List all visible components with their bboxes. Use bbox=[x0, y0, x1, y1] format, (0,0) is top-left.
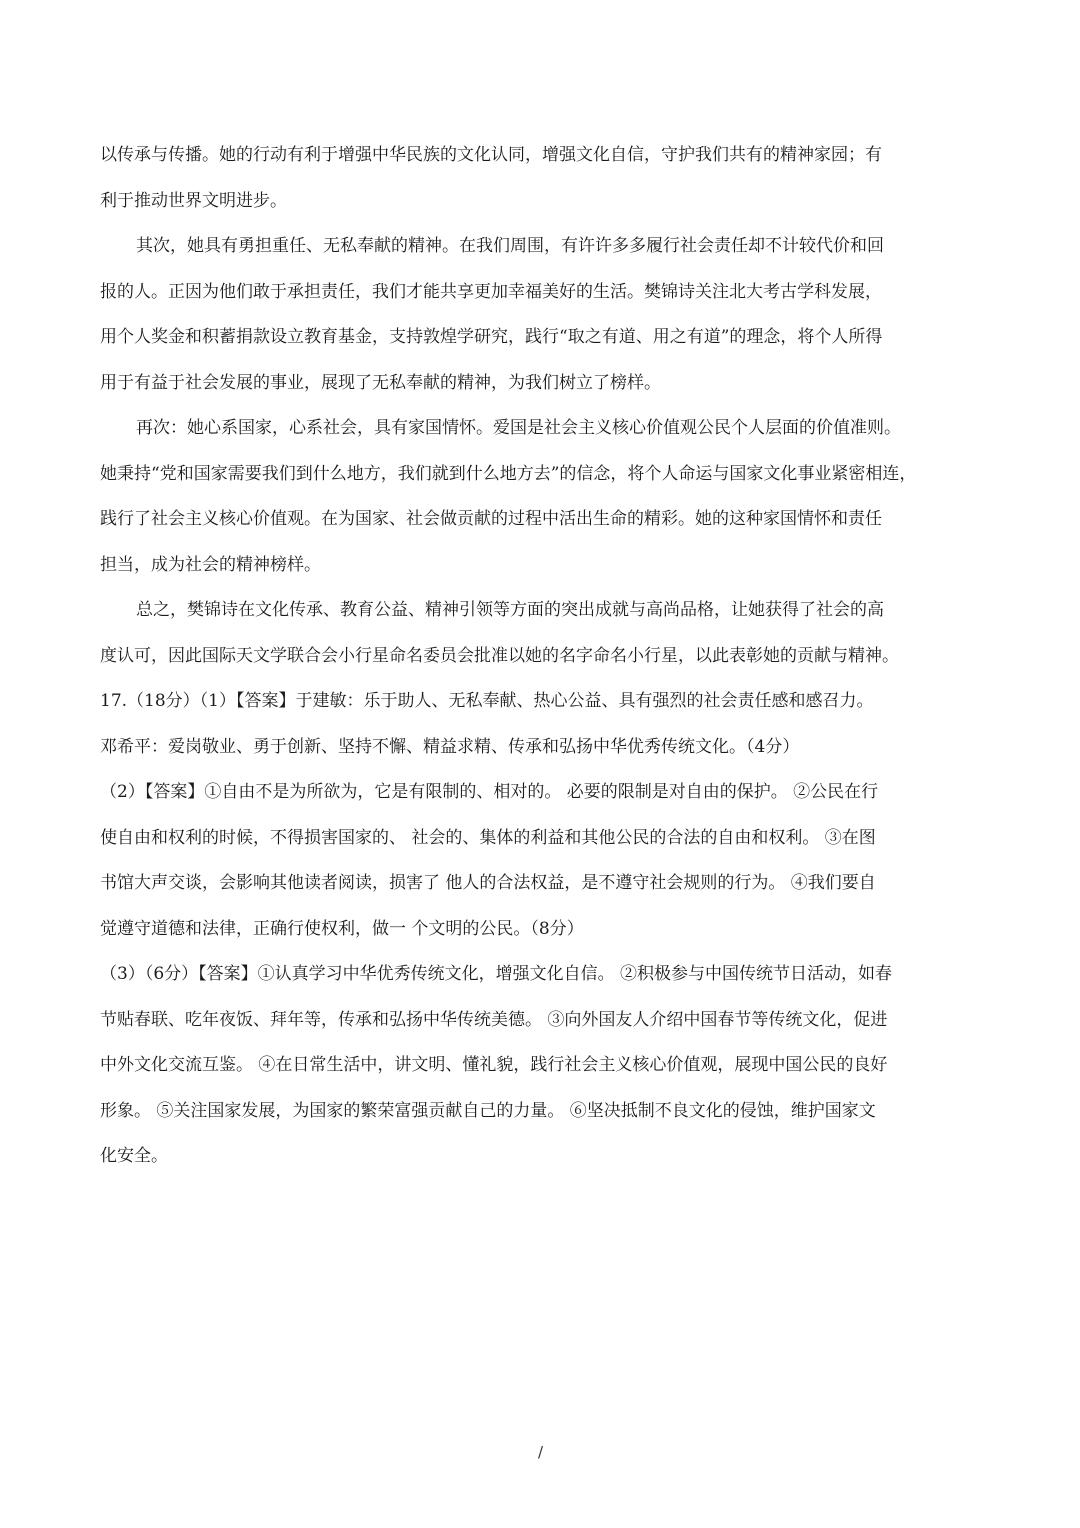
text-line: 用个人奖金和积蓄捐款设立教育基金，支持敦煌学研究，践行“取之有道、用之有道”的理念，将个人所得 bbox=[100, 327, 883, 347]
text-line: 践行了社会主义核心价值观。在为国家、社会做贡献的过程中活出生命的精彩。她的这种家国情怀和责任 bbox=[100, 509, 882, 529]
text-line: 中外文化交流互鉴。 ④在日常生活中，讲文明、懂礼貌，践行社会主义核心价值观，展现中国公民的良好 bbox=[100, 1055, 888, 1075]
text-line: 担当，成为社会的精神榜样。 bbox=[100, 554, 321, 575]
text-line: 觉遵守道德和法律，正确行使权利，做一 个文明的公民。（8分） bbox=[100, 918, 584, 939]
document-body bbox=[100, 137, 1000, 1184]
text-line: 使自由和权利的时候，不得损害国家的、 社会的、集体的利益和其他公民的合法的自由和权利。 ③在图 bbox=[100, 827, 876, 848]
text-line: 度认可，因此国际天文学联合会小行星命名委员会批准以她的名字命名小行星，以此表彰她的贡献与精神。 bbox=[100, 645, 899, 666]
text-line: 化安全。 bbox=[100, 1146, 168, 1166]
question-answer-line: （3）（6分）【答案】①认真学习中华优秀传统文化，增强文化自信。 ②积极参与中国传统节日活动，如春 bbox=[100, 964, 893, 984]
text-line: 节贴春联、吃年夜饭、拜年等，传承和弘扬中华传统美德。 ③向外国友人介绍中国春节等传统文化，促进 bbox=[100, 1009, 888, 1030]
text-line: 用于有益于社会发展的事业，展现了无私奉献的精神，为我们树立了榜样。 bbox=[100, 372, 661, 393]
text-line: 利于推动世界文明进步。 bbox=[100, 190, 287, 211]
paragraph-start-line: 再次：她心系国家，心系社会，具有家国情怀。爱国是社会主义核心价值观公民个人层面的价值准则。 bbox=[136, 418, 901, 438]
text-line: 书馆大声交谈，会影响其他读者阅读，损害了 他人的合法权益，是不遵守社会规则的行为。 ④我们要自 bbox=[100, 873, 876, 893]
text-line: 形象。 ⑤关注国家发展，为国家的繁荣富强贡献自己的力量。 ⑥坚决抵制不良文化的侵蚀，维护国家文 bbox=[100, 1100, 876, 1121]
text-line: 邓希平：爱岗敬业、勇于创新、坚持不懈、精益求精、传承和弘扬中华优秀传统文化。（4分） bbox=[100, 736, 800, 757]
question-answer-line: 17.（18分）（1）【答案】于建敏：乐于助人、无私奉献、热心公益、具有强烈的社会责任感和感召力。 bbox=[100, 691, 874, 711]
paragraph-start-line: 其次，她具有勇担重任、无私奉献的精神。在我们周围，有许许多多履行社会责任却不计较代价和回 bbox=[136, 236, 884, 256]
text-line: 她秉持“党和国家需要我们到什么地方，我们就到什么地方去”的信念，将个人命运与国家文化事业紧密相连， bbox=[100, 463, 917, 484]
text-line: 报的人。正因为他们敢于承担责任，我们才能共享更加幸福美好的生活。樊锦诗关注北大考古学科发展， bbox=[100, 281, 882, 302]
question-answer-line: （2）【答案】①自由不是为所欲为，它是有限制的、相对的。 必要的限制是对自由的保护。 ②公民在行 bbox=[100, 782, 879, 802]
text-line: 以传承与传播。她的行动有利于增强中华民族的文化认同，增强文化自信，守护我们共有的精神家园；有 bbox=[100, 145, 882, 165]
page-number: / bbox=[538, 1443, 544, 1461]
paragraph-start-line: 总之，樊锦诗在文化传承、教育公益、精神引领等方面的突出成就与高尚品格，让她获得了社会的高 bbox=[136, 600, 884, 620]
